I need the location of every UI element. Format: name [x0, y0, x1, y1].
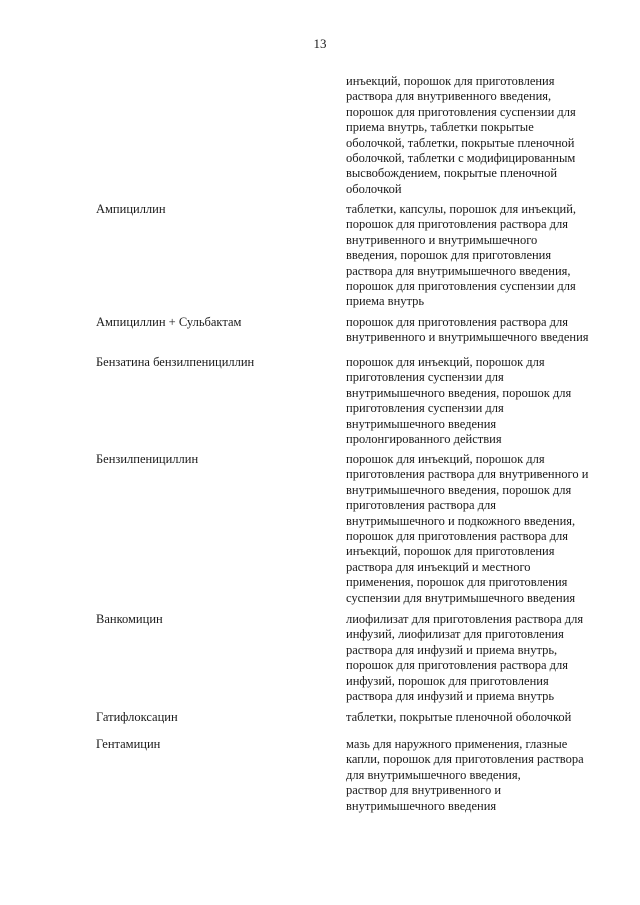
form-line: раствора для инъекций и местного	[346, 559, 531, 574]
form-line: приготовления раствора для внутривенного и	[346, 467, 589, 482]
form-line: инъекций, порошок для приготовления	[346, 544, 555, 559]
form-line: лиофилизат для приготовления раствора для	[346, 612, 584, 626]
form-line: порошок для приготовления раствора для	[346, 658, 568, 673]
dosage-forms	[346, 612, 600, 704]
form-line: порошок для приготовления раствора для	[346, 315, 568, 329]
form-line: раствора для инфузий и приема внутрь,	[346, 642, 558, 657]
form-line: порошок для инъекций, порошок для	[346, 452, 545, 466]
form-line: для внутримышечного введения,	[346, 767, 521, 782]
page-number: 13	[313, 36, 327, 51]
drug-name: Ванкомицин	[96, 612, 163, 626]
form-line: оболочкой	[346, 181, 402, 196]
form-line: приема внутрь, таблетки покрытые	[346, 120, 534, 135]
form-line: таблетки, капсулы, порошок для инъекций,	[346, 202, 577, 216]
form-line: введения, порошок для приготовления	[346, 248, 552, 263]
form-line: внутримышечного введения, порошок для	[346, 482, 572, 497]
dosage-forms	[346, 710, 600, 725]
form-line: порошок для приготовления суспензии для	[346, 104, 576, 119]
form-line: приготовления раствора для	[346, 498, 496, 513]
dosage-forms	[346, 737, 600, 814]
dosage-forms	[346, 202, 600, 310]
form-line: таблетки, покрытые пленочной оболочкой	[346, 710, 572, 724]
form-line: пролонгированного действия	[346, 432, 502, 447]
form-line: капли, порошок для приготовления раствора	[346, 752, 584, 767]
form-line: порошок для приготовления суспензии для	[346, 279, 576, 294]
form-line: оболочкой, таблетки с модифицированным	[346, 151, 576, 166]
form-line: внутримышечного введения, порошок для	[346, 385, 572, 400]
dosage-forms	[346, 355, 600, 447]
form-line: порошок для приготовления раствора для	[346, 217, 568, 232]
drug-name: Бензатина бензилпенициллин	[96, 355, 255, 369]
form-line: приема внутрь	[346, 294, 425, 309]
form-line: применения, порошок для приготовления	[346, 575, 568, 590]
form-line: приготовления суспензии для	[346, 370, 504, 385]
continuation-dosage-forms	[346, 74, 600, 197]
form-line: инъекций, порошок для приготовления	[346, 74, 555, 88]
drug-name: Ампициллин	[96, 202, 166, 216]
drug-name: Ампициллин + Сульбактам	[96, 315, 242, 329]
form-line: внутримышечного и подкожного введения,	[346, 513, 576, 528]
drug-name: Бензилпенициллин	[96, 452, 199, 466]
drug-name: Гатифлоксацин	[96, 710, 178, 724]
form-line: внутривенного и внутримышечного	[346, 232, 538, 247]
form-line: порошок для приготовления раствора для	[346, 529, 568, 544]
form-line: внутривенного и внутримышечного введения	[346, 330, 589, 345]
form-line: суспензии для внутримышечного введения	[346, 590, 576, 605]
dosage-forms	[346, 315, 600, 346]
form-line: раствора для внутримышечного введения,	[346, 263, 571, 278]
form-line: раствор для внутривенного и	[346, 783, 502, 798]
form-line: инфузий, порошок для приготовления	[346, 673, 549, 688]
dosage-forms	[346, 452, 600, 606]
form-line: мазь для наружного применения, глазные	[346, 737, 568, 751]
form-line: инфузий, лиофилизат для приготовления	[346, 627, 564, 642]
form-line: раствора для внутривенного введения,	[346, 89, 552, 104]
drug-name: Гентамицин	[96, 737, 161, 751]
form-line: оболочкой, таблетки, покрытые пленочной	[346, 135, 575, 150]
form-line: высвобождением, покрытые пленочной	[346, 166, 558, 181]
form-line: внутримышечного введения	[346, 416, 497, 431]
form-line: внутримышечного введения	[346, 798, 497, 813]
form-line: порошок для инъекций, порошок для	[346, 355, 545, 369]
form-line: раствора для инфузий и приема внутрь	[346, 689, 555, 704]
form-line: приготовления суспензии для	[346, 401, 504, 416]
